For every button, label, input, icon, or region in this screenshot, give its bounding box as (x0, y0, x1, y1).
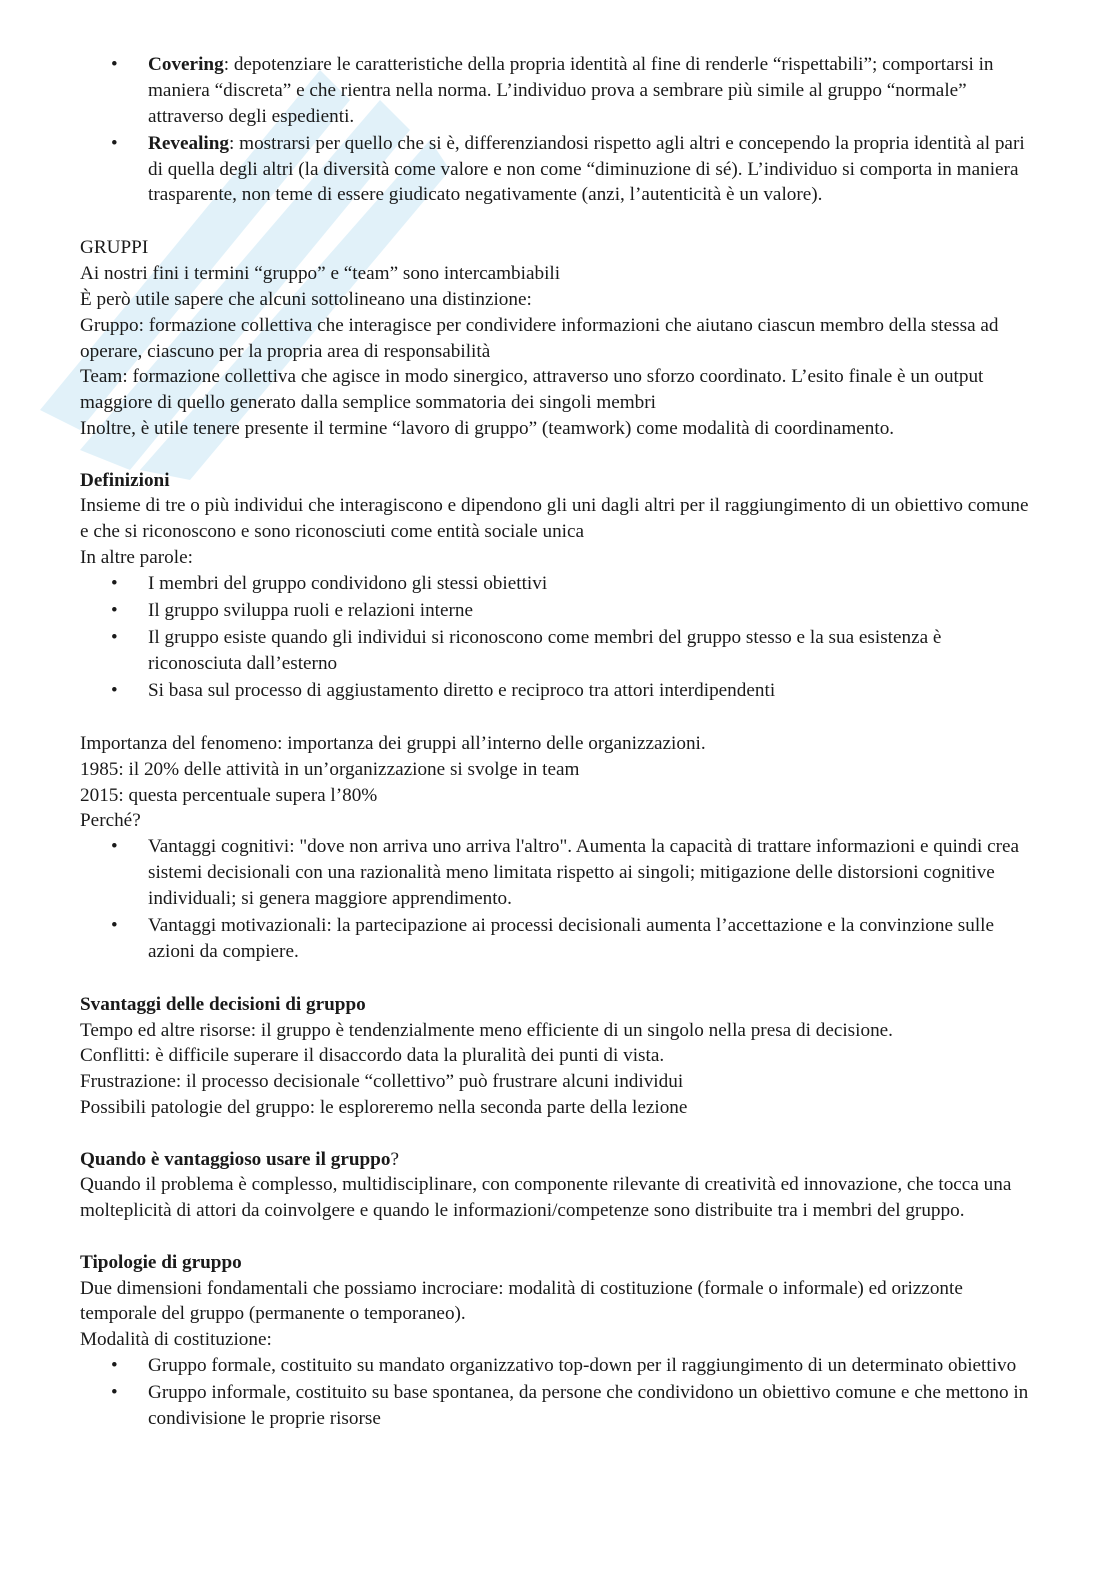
paragraph: Modalità di costituzione: (80, 1329, 272, 1351)
bullet-icon: • (111, 1382, 118, 1404)
text-covering: : depotenziare le caratteristiche della propria identità al fine di renderle “rispettabili”; comportarsi in maniera “discreta” e che rientra nella norma. L’individuo prova a sembrare più simile al gruppo “normale” attraverso degli espedienti. (148, 54, 994, 127)
bullet-icon: • (111, 54, 118, 75)
list-item-covering (80, 52, 1040, 129)
paragraph: Team: formazione collettiva che agisce in modo sinergico, attraverso uno sforzo coordinato. L’esito finale è un output maggiore di quello generato dalla semplice sommatoria dei singoli membri (80, 366, 984, 414)
paragraph: In altre parole: (80, 546, 193, 568)
bullet-icon: • (111, 680, 118, 702)
tipologie-list (80, 1353, 1040, 1432)
identity-strategies-list (80, 52, 1040, 208)
paragraph: È però utile sapere che alcuni sottolineano una distinzione: (80, 288, 532, 310)
document-page (80, 52, 1040, 1433)
paragraph: Gruppo: formazione collettiva che interagisce per condividere informazioni che aiutano ciascun membro della stessa ad operare, ciascuno per la propria area di responsabilità (80, 314, 999, 362)
section-title-svantaggi: Svantaggi delle decisioni di gruppo (80, 993, 366, 1015)
list-item: • I membri del gruppo condividono gli stessi obiettivi (80, 571, 1040, 597)
list-item: • Gruppo formale, costituito su mandato organizzativo top-down per il raggiungimento di un determinato obiettivo (80, 1353, 1040, 1379)
bullet-icon: • (111, 627, 118, 649)
definizioni-list (80, 571, 1040, 704)
section-title-quando: Quando è vantaggioso usare il gruppo? (80, 1148, 399, 1170)
bullet-icon: • (111, 572, 118, 594)
list-item: • Vantaggi cognitivi: "dove non arriva uno arriva l'altro". Aumenta la capacità di trattare informazioni e quindi crea sistemi decisionali con una razionalità meno limitata rispetto ai singoli; mitigazione delle distorsioni cognitive individuali; si genera maggiore apprendimento. (111, 836, 1020, 909)
bullet-icon: • (111, 915, 118, 937)
paragraph: Possibili patologie del gruppo: le esploreremo nella seconda parte della lezione (80, 1097, 688, 1118)
list-item: • Il gruppo esiste quando gli individui si riconoscono come membri del gruppo stesso e la sua esistenza è riconosciuta dall’esterno (111, 627, 942, 674)
list-item: • Il gruppo sviluppa ruoli e relazioni interne (80, 598, 1040, 624)
paragraph: Insieme di tre o più individui che interagiscono e dipendono gli uni dagli altri per il raggiungimento di un obiettivo comune e che si riconoscono e sono riconosciuti come entità sociale unica (80, 495, 1029, 543)
paragraph: Quando il problema è complesso, multidisciplinare, con componente rilevante di creatività ed innovazione, che tocca una molteplicità di attori da coinvolgere e quando le informazioni/competenze sono distribuite tra i membri del gruppo. (80, 1174, 1012, 1222)
vantaggi-list (80, 834, 1040, 964)
list-item: • Gruppo informale, costituito su base spontanea, da persone che condividono un obiettivo comune e che mettono in condivisione le proprie risorse (111, 1382, 1029, 1429)
paragraph: Importanza del fenomeno: importanza dei gruppi all’interno delle organizzazioni. (80, 733, 706, 755)
bullet-icon: • (111, 132, 118, 154)
section-title-tipologie: Tipologie di gruppo (80, 1251, 242, 1273)
text-revealing: : mostrarsi per quello che si è, differenziandosi rispetto agli altri e concependo la propria identità al pari di quella degli altri (la diversità come valore e non come “diminuzione di sé). L’individuo si comporta in maniera trasparente, non teme di essere giudicato negativamente (anzi, l’autenticità è un valore). (148, 132, 1025, 206)
list-item: • Si basa sul processo di aggiustamento diretto e reciproco tra attori interdipendenti (80, 678, 1040, 704)
paragraph: Frustrazione: il processo decisionale “collettivo” può frustrare alcuni individui (80, 1071, 684, 1093)
paragraph: Inoltre, è utile tenere presente il termine “lavoro di gruppo” (teamwork) come modalità di coordinamento. (80, 417, 895, 439)
bullet-icon: • (111, 836, 118, 858)
paragraph: 1985: il 20% delle attività in un’organizzazione si svolge in team (80, 758, 580, 780)
term-revealing: Revealing (148, 132, 230, 154)
list-item: • Vantaggi motivazionali: la partecipazione ai processi decisionali aumenta l’accettazione e la convinzione sulle azioni da compiere. (111, 915, 995, 962)
paragraph: Due dimensioni fondamentali che possiamo incrociare: modalità di costituzione (formale o informale) ed orizzonte temporale del gruppo (permanente o temporaneo). (80, 1277, 963, 1325)
bullet-icon: • (111, 1354, 118, 1376)
bullet-icon: • (111, 599, 118, 621)
paragraph: Conflitti: è difficile superare il disaccordo data la pluralità dei punti di vista. (80, 1045, 665, 1067)
section-title-gruppi: GRUPPI (80, 237, 149, 259)
paragraph: Ai nostri fini i termini “gruppo” e “team” sono intercambiabili (80, 263, 561, 285)
section-title-definizioni: Definizioni (80, 469, 170, 491)
paragraph: 2015: questa percentuale supera l’80% (80, 784, 378, 806)
term-covering: Covering (148, 54, 224, 75)
paragraph: Tempo ed altre risorse: il gruppo è tendenzialmente meno efficiente di un singolo nella presa di decisione. (80, 1019, 893, 1041)
list-item-revealing (80, 131, 1040, 208)
paragraph: Perché? (80, 810, 141, 832)
